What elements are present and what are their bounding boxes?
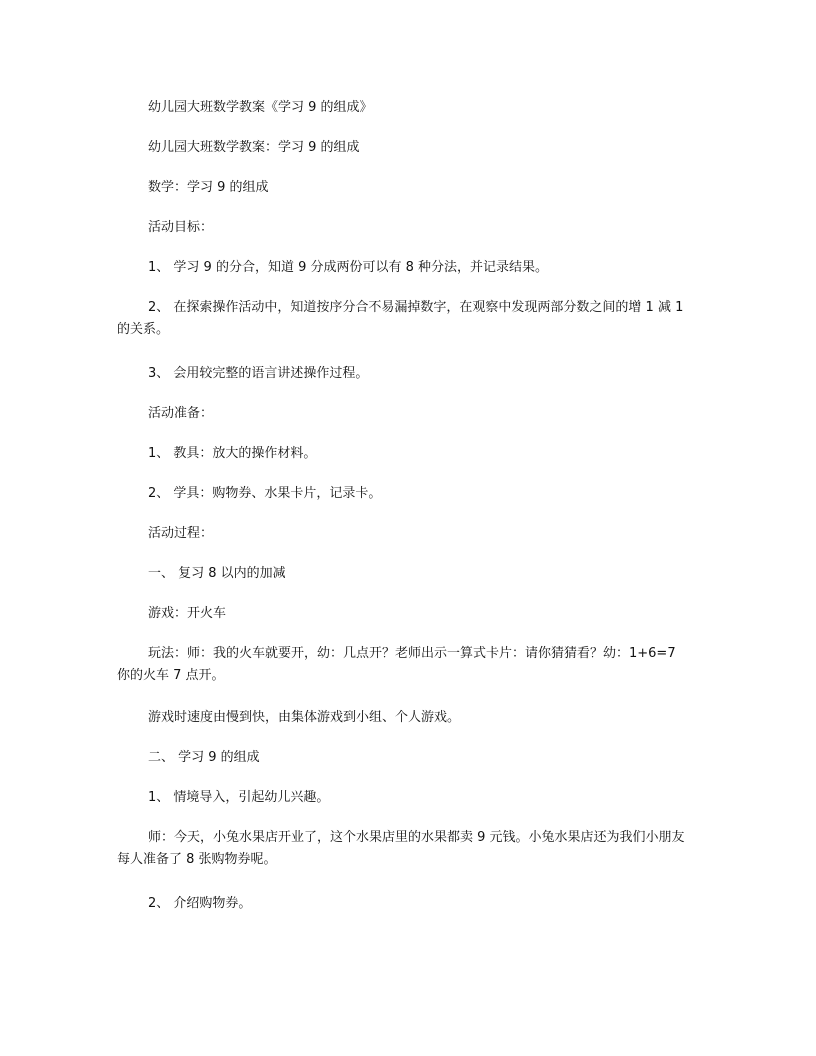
document-subtitle: 幼儿园大班数学教案：学习 9 的组成 <box>148 140 360 155</box>
goal-item: 1、 学习 9 的分合，知道 9 分成两份可以有 8 种分法，并记录结果。 <box>148 260 549 275</box>
process-substep: 1、 情境导入，引起幼儿兴趣。 <box>148 790 330 805</box>
section-heading-goals: 活动目标： <box>148 220 214 235</box>
game-note: 游戏时速度由慢到快，由集体游戏到小组、个人游戏。 <box>148 710 461 725</box>
goal-item: 2、 在探索操作活动中，知道按序分合不易漏掉数字，在观察中发现两部分数之间的增 1 减 1 的关系。 <box>117 300 688 337</box>
goal-item: 3、 会用较完整的语言讲述操作过程。 <box>148 366 369 381</box>
process-step-heading: 一、 复习 8 以内的加减 <box>148 566 286 581</box>
document-title: 幼儿园大班数学教案《学习 9 的组成》 <box>148 100 373 115</box>
teacher-dialogue: 师：今天，小兔水果店开业了，这个水果店里的水果都卖 9 元钱。小兔水果店还为我们小朋友每人准备了 8 张购物券呢。 <box>117 830 685 867</box>
subject-line: 数学：学习 9 的组成 <box>148 180 269 195</box>
process-substep: 2、 介绍购物券。 <box>148 896 252 911</box>
process-step-heading: 二、 学习 9 的组成 <box>148 750 260 765</box>
game-title: 游戏：开火车 <box>148 606 227 621</box>
section-heading-process: 活动过程： <box>148 526 214 541</box>
game-rules: 玩法：师：我的火车就要开，幼：几点开？老师出示一算式卡片：请你猜猜看？幼：1+6=7 你的火车 7 点开。 <box>117 646 680 683</box>
preparation-item: 2、 学具：购物券、水果卡片，记录卡。 <box>148 486 382 501</box>
section-heading-preparation: 活动准备： <box>148 406 214 421</box>
preparation-item: 1、 教具：放大的操作材料。 <box>148 446 317 461</box>
